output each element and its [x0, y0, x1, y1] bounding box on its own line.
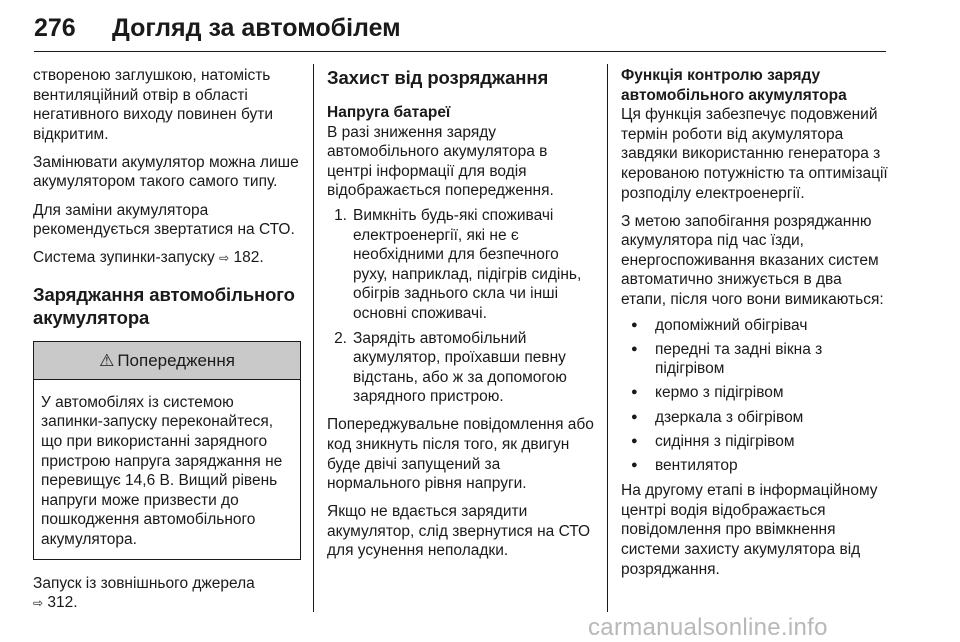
reference-page[interactable]: 182. — [233, 249, 264, 267]
step-number: 1. — [334, 206, 347, 224]
bullet-list — [621, 316, 889, 476]
list-item — [621, 456, 889, 476]
page-reference-icon: ⇨ — [33, 596, 44, 611]
subsection-heading: Функція контролю заряду автомобільного акумулятора — [621, 67, 847, 104]
reference-text: Запуск із зовнішнього джерела — [33, 574, 255, 592]
column-right — [621, 66, 889, 588]
steps-list — [327, 206, 595, 407]
column-divider-2 — [607, 64, 608, 612]
bullet-text: передні та задні вікна з підігрівом — [655, 340, 823, 378]
list-item — [327, 329, 595, 407]
warning-header — [34, 342, 300, 380]
list-item — [621, 316, 889, 336]
warning-text: У автомобілях із системою запинки-запуску переконайтеся, що при використанні зарядного пристрою напруга заряджання не перевищує 14,6 В. Вищий рівень напруги може призвести до пошкодження автомобільного акумулятора. — [41, 393, 283, 548]
bullet-icon: ● — [631, 342, 638, 355]
reference-page[interactable]: 312. — [47, 594, 78, 612]
step-text: Зарядіть автомобільний акумулятор, проїхавши певну відстань, або ж за допомогою зарядного пристрою. — [353, 329, 567, 406]
section-heading: Заряджання автомобільного акумулятора — [33, 283, 295, 328]
paragraph: На другому етапі в інформаційному центрі водія відображається повідомлення про ввімкнення системи захисту акумулятора від розряджання. — [621, 482, 878, 578]
warning-title: Попередження — [117, 350, 235, 370]
bullet-text: сидіння з підігрівом — [655, 432, 795, 450]
watermark: carmanualsonline.info — [588, 614, 828, 641]
column-divider-1 — [313, 64, 314, 612]
column-middle — [327, 66, 595, 570]
reference-text: Система зупинки-запуску — [33, 249, 215, 267]
list-item — [621, 383, 889, 403]
paragraph-with-reference — [33, 574, 301, 614]
paragraph-with-reference — [33, 248, 301, 269]
list-item — [621, 432, 889, 452]
bullet-icon: ● — [631, 434, 638, 447]
paragraph: В разі зниження заряду автомобільного акумулятора в центрі інформації для водія відображається попередження. — [327, 123, 554, 200]
step-text: Вимкніть будь-які споживачі електроенергії, які не є необхідними для безпечного руху, наприклад, підігрів сидінь, обігрів заднього скла чи інші основні споживачі. — [353, 206, 582, 322]
bullet-text: вентилятор — [655, 456, 738, 474]
bullet-text: кермо з підігрівом — [655, 384, 784, 402]
bullet-icon: ● — [631, 410, 638, 423]
paragraph: Ця функція забезпечує подовжений термін роботи від акумулятора завдяки використанню генератора з керованою потужністю та оптимізації розподілу електроенергії. — [621, 106, 888, 202]
paragraph: Для заміни акумулятора рекомендується звертатися на СТО. — [33, 201, 295, 239]
bullet-icon: ● — [631, 458, 638, 471]
paragraph: Замінювати акумулятор можна лише акумулятором такого самого типу. — [33, 153, 299, 191]
list-item — [621, 340, 889, 379]
paragraph: З метою запобігання розряджанню акумулятора під час їзди, енергоспоживання вказаних систем автоматично знижується в два етапи, після чого вони вимикаються: — [621, 212, 884, 309]
bullet-text: дзеркала з обігрівом — [655, 408, 804, 426]
step-number: 2. — [334, 329, 347, 347]
paragraph: Попереджувальне повідомлення або код зникнуть після того, як двигун буде двічі запущений за нормального рівня напруги. — [327, 416, 594, 493]
column-left — [33, 66, 301, 622]
bullet-text: допоміжний обігрівач — [655, 316, 808, 334]
section-heading: Захист від розряджання — [327, 67, 549, 88]
warning-box — [33, 341, 301, 560]
paragraph: Якщо не вдається зарядити акумулятор, слід звернутися на СТО для усунення неполадки. — [327, 503, 591, 560]
subsection-heading: Напруга батареї — [327, 104, 451, 121]
list-item — [621, 408, 889, 428]
bullet-icon: ● — [631, 386, 638, 399]
running-title: Догляд за автомобілем — [112, 14, 401, 42]
page-header — [34, 10, 886, 52]
page-number: 276 — [34, 14, 76, 42]
warning-triangle-icon: ⚠ — [99, 350, 115, 370]
page-reference-icon: ⇨ — [219, 251, 230, 266]
bullet-icon: ● — [631, 318, 638, 331]
paragraph: створеною заглушкою, натомість вентиляційний отвір в області негативного виходу повинен бути відкритим. — [33, 67, 274, 143]
list-item — [327, 206, 595, 324]
